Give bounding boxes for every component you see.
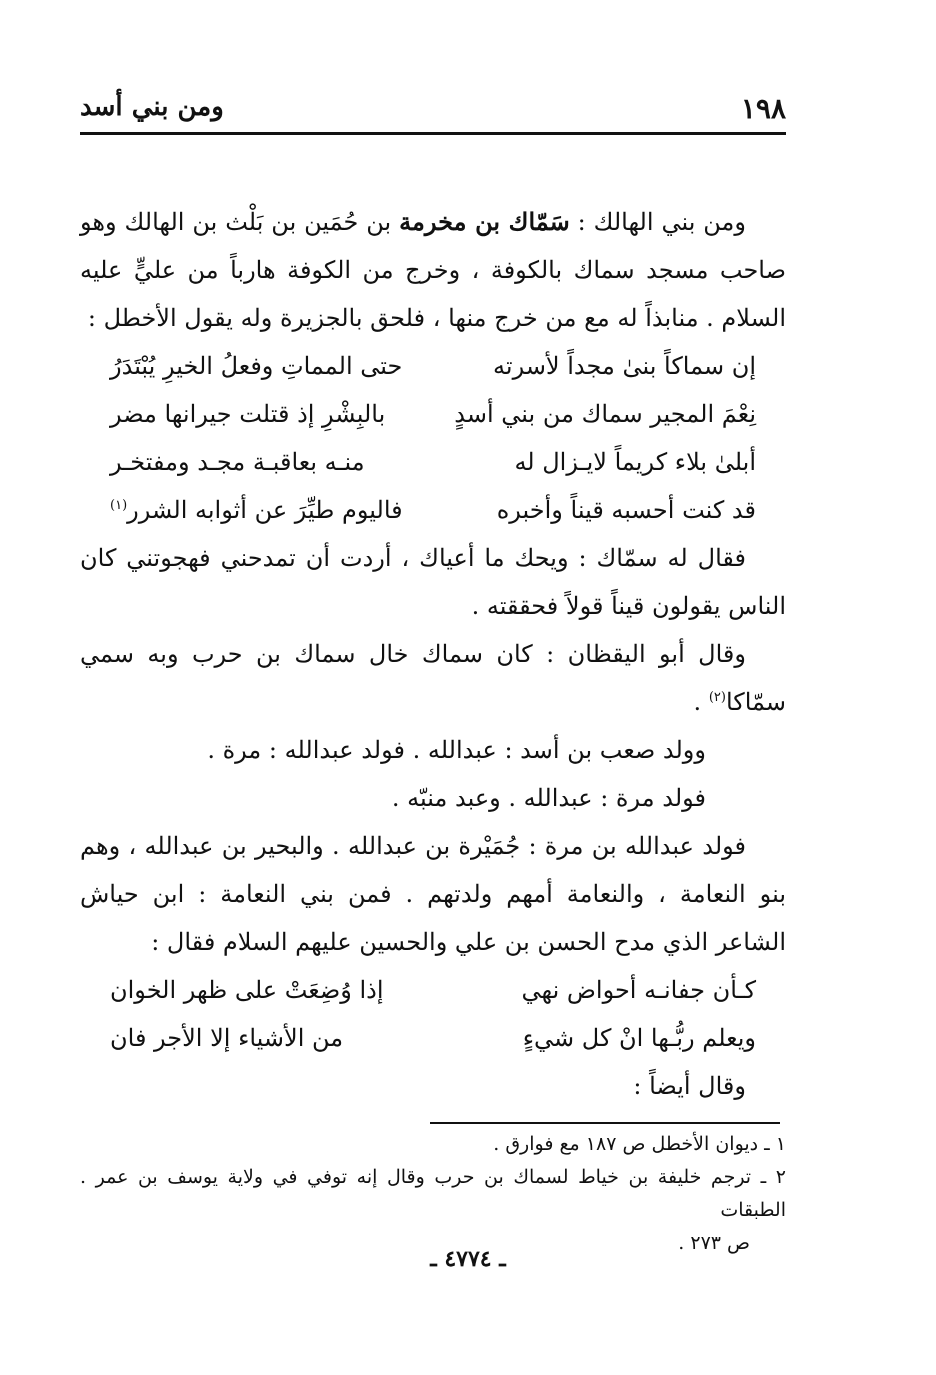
- p1-name: سَمّاك بن مخرمة: [399, 207, 570, 236]
- paragraph-1: [80, 198, 786, 342]
- page-number: ١٩٨: [740, 92, 786, 125]
- paragraph-6: فولد عبدالله بن مرة : جُمَيْرة بن عبدالله . والبحير بن عبدالله ، وهم بنو النعامة ، والنعامة أمهم ولدتهم . فمن بني النعامة : ابن حياش الشاعر الذي مدح الحسن بن علي والحسين عليهم السلام فقال :: [80, 832, 786, 956]
- footnote-ref-1: (١): [110, 498, 128, 513]
- verse-3: [80, 438, 786, 486]
- verse-1-hemistich-b: حتى المماتِ وفعلُ الخيرِ يُبْتَدَرُ: [110, 352, 403, 380]
- footnotes: [80, 1128, 786, 1260]
- p3-end: .: [693, 688, 709, 716]
- verse-5: [80, 966, 786, 1014]
- paragraph-4: وولد صعب بن أسد : عبدالله . فولد عبدالله : مرة .: [207, 736, 706, 764]
- header-rule: [80, 132, 786, 135]
- body-text: [80, 198, 786, 1110]
- footnote-2-continued: ص ٢٧٣ .: [678, 1232, 750, 1254]
- verse-5-hemistich-b: إذا وُضِعَتْ على ظهر الخوان: [110, 976, 384, 1004]
- footnote-1: ١ ـ ديوان الأخطل ص ١٨٧ مع فوارق .: [493, 1133, 786, 1155]
- running-title: ومن بني أسد: [80, 92, 224, 122]
- footnote-rule: [430, 1122, 780, 1124]
- verse-4-hemistich-b: [110, 486, 403, 534]
- footnote-2: ٢ ـ ترجم خليفة بن خياط لسماك بن حرب وقال إنه توفي في ولاية يوسف بن عمر . الطبقات: [80, 1166, 786, 1221]
- verse-6-hemistich-b: من الأشياء إلا الأجر فان: [110, 1024, 344, 1052]
- p3-text: وقال أبو اليقظان : كان سماك خال سماك بن حرب وبه سمي سمّاكا: [80, 640, 786, 716]
- p1-lead: ومن بني الهالك :: [569, 208, 746, 236]
- verse-2-hemistich-a: نِعْمَ المجير سماك من بني أسدٍ: [454, 400, 756, 428]
- verse-5-hemistich-a: كـأن جفانـه أحواض نهي: [521, 976, 756, 1004]
- verse-2-hemistich-b: بالبِشْرِ إذ قتلت جيرانها مضر: [110, 400, 386, 428]
- verse-4-text: فاليوم طيِّرَ عن أثوابه الشرر: [127, 496, 403, 524]
- page-header: [80, 92, 786, 132]
- p1-rest: بن حُمَين بن بَلْث بن الهالك وهو صاحب مسجد سماك بالكوفة ، وخرج من الكوفة هارباً من عليٍّ عليه السلام . منابذاً له مع من خرج منها ، فلحق بالجزيرة وله يقول الأخطل :: [80, 208, 786, 332]
- verse-3-hemistich-a: أبلىٰ بلاء كريماً لايـزال له: [514, 448, 756, 476]
- paragraph-7: وقال أيضاً :: [633, 1072, 746, 1100]
- verse-6: [80, 1014, 786, 1062]
- paragraph-2: فقال له سمّاك : ويحك ما أعياك ، أردت أن تمدحني فهجوتني كان الناس يقولون قيناً قولاً فحققته .: [80, 544, 786, 620]
- verse-3-hemistich-b: منـه بعاقبـة مجـد ومفتخـر: [110, 448, 365, 476]
- verse-4: [80, 486, 786, 534]
- verse-4-hemistich-a: قد كنت أحسبه قيناً وأخبره: [496, 496, 756, 524]
- footnote-ref-2: (٢): [708, 690, 726, 705]
- folio-number: ـ ٤٧٧٤ ـ: [430, 1246, 506, 1272]
- verse-2: [80, 390, 786, 438]
- paragraph-3: [80, 630, 786, 726]
- verse-1-hemistich-a: إن سماكاً بنىٰ مجداً لأسرته: [493, 352, 756, 380]
- verse-6-hemistich-a: ويعلم ربُّـها انْ كل شيءٍ: [522, 1024, 756, 1052]
- paragraph-5: فولد مرة : عبدالله . وعبد منبّه .: [391, 784, 706, 812]
- verse-1: [80, 342, 786, 390]
